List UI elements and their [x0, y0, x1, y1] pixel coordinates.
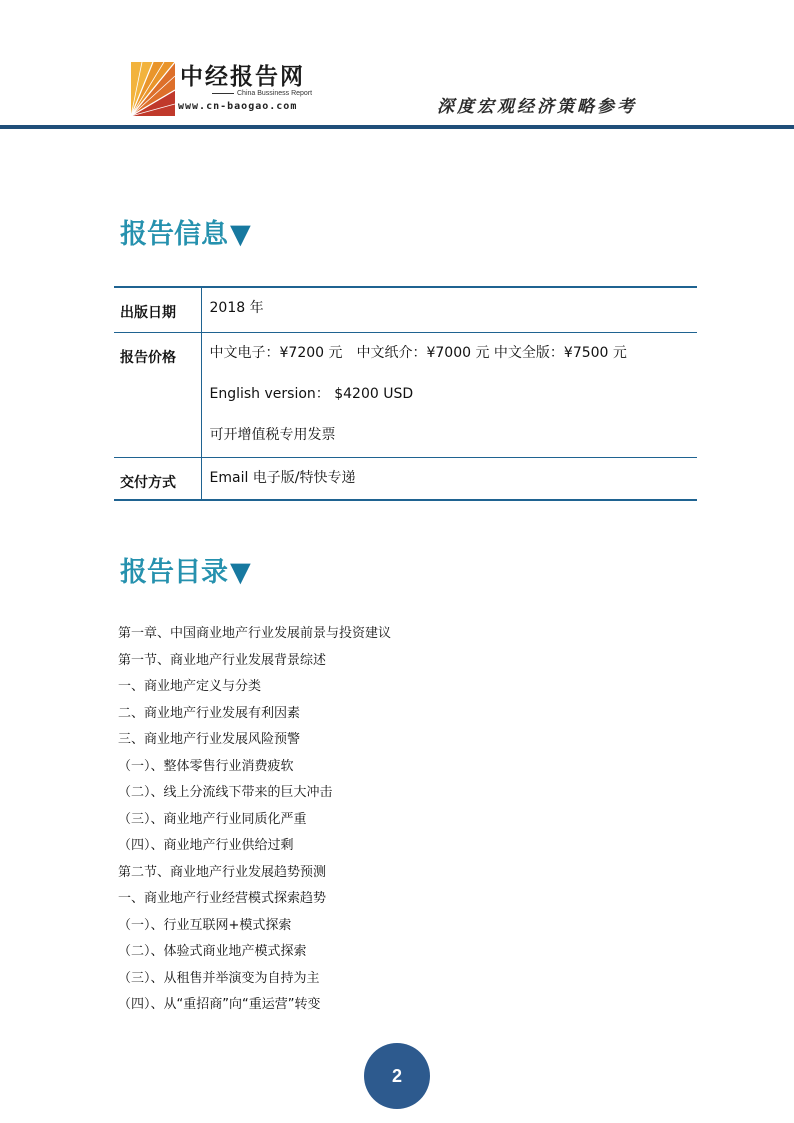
toc-item: 一、商业地产行业经营模式探索趋势: [118, 891, 327, 906]
page-header: [0, 0, 794, 132]
toc-item: （一）、整体零售行业消费疲软: [118, 758, 294, 774]
toc-title: 报告目录: [120, 557, 228, 588]
delivery-value: Email 电子版/特快专递: [209, 470, 356, 486]
table-row-price: [114, 333, 697, 458]
toc-item: 一、商业地产定义与分类: [118, 679, 262, 694]
toc-item: （四）、从“重招商”向“重运营”转变: [118, 997, 321, 1012]
publish-date-value: 2018 年: [209, 300, 264, 316]
report-info-heading: [120, 218, 251, 252]
price-invoice-note: 可开增值税专用发票: [209, 427, 336, 443]
toc-item: （四）、商业地产行业供给过剩: [118, 838, 294, 853]
report-info-table: [114, 286, 697, 501]
logo-chinese-text: 中经报告网: [180, 63, 305, 90]
logo-icon: [131, 62, 175, 116]
toc-item: （二）、体验式商业地产模式探索: [118, 944, 307, 959]
publish-date-cell: [201, 287, 697, 333]
toc-heading: [120, 556, 251, 590]
toc-item: 三、商业地产行业发展风险预警: [118, 732, 301, 747]
table-of-contents: [118, 621, 718, 1019]
logo-english-text: China Bussiness Report: [212, 90, 312, 98]
toc-item: （三）、从租售并举演变为自持为主: [118, 970, 320, 986]
delivery-cell: [201, 458, 697, 501]
toc-item: 第一章、中国商业地产行业发展前景与投资建议: [118, 626, 392, 641]
toc-item: （一）、行业互联网+模式探索: [118, 917, 292, 933]
header-divider: [0, 125, 794, 129]
triangle-down-icon: ▼: [230, 557, 251, 588]
table-row-publish-date: [114, 287, 697, 333]
report-info-title: 报告信息: [120, 219, 228, 250]
toc-item: 二、商业地产行业发展有利因素: [118, 705, 301, 721]
price-chinese-editions: 中文电子：¥7200 元 中文纸介：¥7000 元 中文全版：¥7500 元: [209, 345, 627, 361]
price-label: 报告价格: [114, 333, 201, 458]
toc-item: （二）、线上分流线下带来的巨大冲击: [118, 785, 333, 800]
delivery-label: 交付方式: [114, 458, 201, 501]
table-row-delivery: [114, 458, 697, 501]
publish-date-label: 出版日期: [114, 287, 201, 333]
header-slogan: 深度宏观经济策略参考: [437, 97, 637, 117]
logo-url[interactable]: www.cn-baogao.com: [178, 101, 298, 112]
page-number-badge: 2: [364, 1043, 430, 1109]
toc-item: 第二节、商业地产行业发展趋势预测: [118, 864, 327, 880]
triangle-down-icon: ▼: [230, 219, 251, 250]
price-cell: [201, 333, 697, 458]
price-english-version: English version： $4200 USD: [209, 386, 414, 402]
toc-item: （三）、商业地产行业同质化严重: [118, 811, 307, 827]
toc-item: 第一节、商业地产行业发展背景综述: [118, 652, 327, 668]
